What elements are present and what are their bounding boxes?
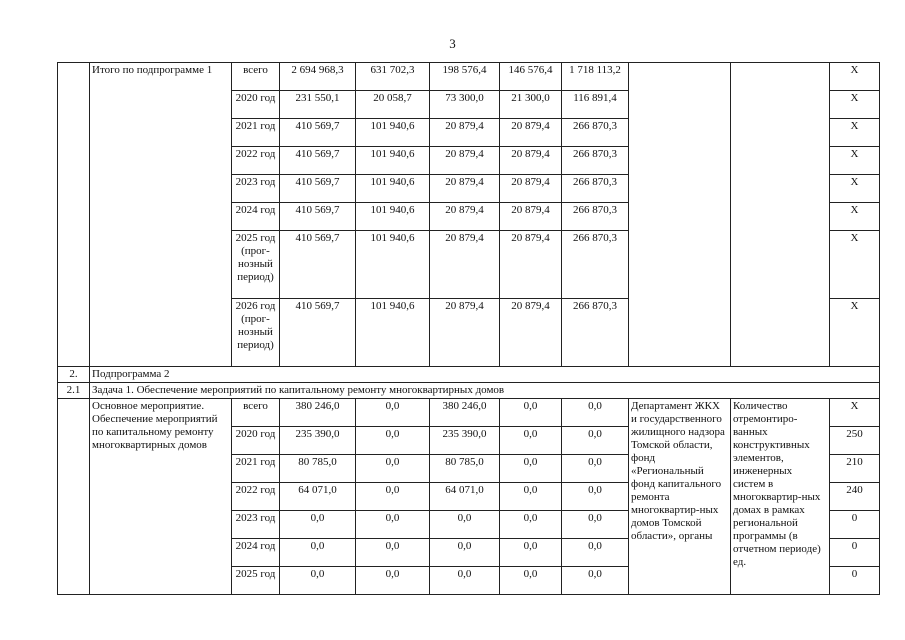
value-cell: 0,0 <box>356 399 430 427</box>
year-cell: всего <box>232 63 280 91</box>
value-cell: 101 940,6 <box>356 147 430 175</box>
value-cell: 410 569,7 <box>280 203 356 231</box>
table-row <box>58 63 880 91</box>
value-cell: 0,0 <box>356 539 430 567</box>
value-cell: 0,0 <box>356 455 430 483</box>
value-cell: 266 870,3 <box>562 119 629 147</box>
year-cell: 2023 год <box>232 175 280 203</box>
value-cell: 0,0 <box>500 399 562 427</box>
value-cell: 20 879,4 <box>430 299 500 367</box>
value-cell: 2 694 968,3 <box>280 63 356 91</box>
year-cell: 2022 год <box>232 147 280 175</box>
value-cell: 0,0 <box>430 511 500 539</box>
year-cell: 2023 год <box>232 511 280 539</box>
executor-cell: Департамент ЖКХ и государственного жилищного надзора Томской области, фонд «Региональный фонд капитального ремонта многоквартир-ных домов Томской области», органы <box>629 399 731 595</box>
value-cell: 410 569,7 <box>280 231 356 299</box>
year-cell: 2021 год <box>232 119 280 147</box>
value-cell: 101 940,6 <box>356 175 430 203</box>
value-cell: 0,0 <box>430 539 500 567</box>
value-cell: 0,0 <box>500 455 562 483</box>
value-cell: 0,0 <box>562 483 629 511</box>
value-cell: 0,0 <box>356 511 430 539</box>
subprogram2-row <box>58 367 880 383</box>
value-cell: 631 702,3 <box>356 63 430 91</box>
value-cell: 20 879,4 <box>500 175 562 203</box>
value-cell: 0,0 <box>562 539 629 567</box>
activity-label: Основное мероприятие. Обеспечение мероприятий по капитальному ремонту многоквартирных домов <box>90 399 232 595</box>
value-cell: 20 879,4 <box>430 175 500 203</box>
year-cell: 2020 год <box>232 427 280 455</box>
value-cell: 410 569,7 <box>280 299 356 367</box>
table-row <box>58 399 880 427</box>
value-cell: 0,0 <box>500 567 562 595</box>
target-cell: Х <box>830 203 880 231</box>
value-cell: 0,0 <box>356 567 430 595</box>
value-cell: 0,0 <box>280 511 356 539</box>
value-cell: 266 870,3 <box>562 299 629 367</box>
subprogram2-number: 2. <box>58 367 90 383</box>
value-cell: 101 940,6 <box>356 231 430 299</box>
value-cell: 101 940,6 <box>356 203 430 231</box>
subprogram1-section <box>58 63 880 367</box>
value-cell: 20 058,7 <box>356 91 430 119</box>
target-cell: Х <box>830 231 880 299</box>
year-cell: 2022 год <box>232 483 280 511</box>
value-cell: 235 390,0 <box>430 427 500 455</box>
task1-row <box>58 383 880 399</box>
subprogram1-label: Итого по подпрограмме 1 <box>90 63 232 367</box>
value-cell: 20 879,4 <box>500 231 562 299</box>
value-cell: 20 879,4 <box>430 203 500 231</box>
value-cell: 73 300,0 <box>430 91 500 119</box>
value-cell: 0,0 <box>562 455 629 483</box>
target-cell: 240 <box>830 483 880 511</box>
target-cell: Х <box>830 63 880 91</box>
value-cell: 410 569,7 <box>280 175 356 203</box>
target-cell: 0 <box>830 511 880 539</box>
value-cell: 20 879,4 <box>430 119 500 147</box>
target-cell: Х <box>830 399 880 427</box>
value-cell: 64 071,0 <box>430 483 500 511</box>
target-cell: 0 <box>830 567 880 595</box>
value-cell: 266 870,3 <box>562 203 629 231</box>
value-cell: 235 390,0 <box>280 427 356 455</box>
value-cell: 0,0 <box>500 539 562 567</box>
value-cell: 266 870,3 <box>562 147 629 175</box>
value-cell: 20 879,4 <box>430 147 500 175</box>
year-cell: всего <box>232 399 280 427</box>
budget-table <box>57 62 880 595</box>
executor-cell <box>629 63 731 367</box>
value-cell: 20 879,4 <box>430 231 500 299</box>
value-cell: 0,0 <box>356 483 430 511</box>
value-cell: 410 569,7 <box>280 147 356 175</box>
value-cell: 20 879,4 <box>500 203 562 231</box>
value-cell: 0,0 <box>500 427 562 455</box>
subprogram2-title: Подпрограмма 2 <box>90 367 880 383</box>
task1-title: Задача 1. Обеспечение мероприятий по капитальному ремонту многоквартирных домов <box>90 383 880 399</box>
year-cell: 2024 год <box>232 203 280 231</box>
page-number: 3 <box>449 36 456 51</box>
value-cell: 116 891,4 <box>562 91 629 119</box>
activity-section <box>58 399 880 595</box>
value-cell: 101 940,6 <box>356 119 430 147</box>
row-number-cell <box>58 63 90 367</box>
value-cell: 0,0 <box>562 427 629 455</box>
target-cell: Х <box>830 299 880 367</box>
value-cell: 20 879,4 <box>500 147 562 175</box>
target-cell: 0 <box>830 539 880 567</box>
row-number-cell <box>58 399 90 595</box>
indicator-cell: Количество отремонтиро-ванных конструктивных элементов, инженерных систем в многоквартир-ных домах в рамках региональной программы (в отчетном периоде) ед. <box>731 399 830 595</box>
year-cell: 2024 год <box>232 539 280 567</box>
value-cell: 80 785,0 <box>280 455 356 483</box>
target-cell: Х <box>830 147 880 175</box>
year-cell: 2025 год <box>232 567 280 595</box>
value-cell: 0,0 <box>356 427 430 455</box>
target-cell: Х <box>830 175 880 203</box>
value-cell: 266 870,3 <box>562 175 629 203</box>
value-cell: 20 879,4 <box>500 299 562 367</box>
year-cell: 2020 год <box>232 91 280 119</box>
value-cell: 80 785,0 <box>430 455 500 483</box>
value-cell: 380 246,0 <box>430 399 500 427</box>
value-cell: 1 718 113,2 <box>562 63 629 91</box>
value-cell: 0,0 <box>500 483 562 511</box>
value-cell: 380 246,0 <box>280 399 356 427</box>
target-cell: Х <box>830 119 880 147</box>
value-cell: 0,0 <box>562 567 629 595</box>
task1-number: 2.1 <box>58 383 90 399</box>
value-cell: 0,0 <box>280 539 356 567</box>
value-cell: 410 569,7 <box>280 119 356 147</box>
value-cell: 198 576,4 <box>430 63 500 91</box>
value-cell: 146 576,4 <box>500 63 562 91</box>
value-cell: 64 071,0 <box>280 483 356 511</box>
target-cell: 210 <box>830 455 880 483</box>
value-cell: 21 300,0 <box>500 91 562 119</box>
value-cell: 0,0 <box>500 511 562 539</box>
target-cell: Х <box>830 91 880 119</box>
value-cell: 0,0 <box>562 511 629 539</box>
year-cell: 2021 год <box>232 455 280 483</box>
value-cell: 231 550,1 <box>280 91 356 119</box>
value-cell: 266 870,3 <box>562 231 629 299</box>
indicator-cell <box>731 63 830 367</box>
value-cell: 101 940,6 <box>356 299 430 367</box>
year-cell: 2025 год (прог-нозный период) <box>232 231 280 299</box>
value-cell: 20 879,4 <box>500 119 562 147</box>
target-cell: 250 <box>830 427 880 455</box>
value-cell: 0,0 <box>430 567 500 595</box>
value-cell: 0,0 <box>280 567 356 595</box>
value-cell: 0,0 <box>562 399 629 427</box>
year-cell: 2026 год (прог-нозный период) <box>232 299 280 367</box>
